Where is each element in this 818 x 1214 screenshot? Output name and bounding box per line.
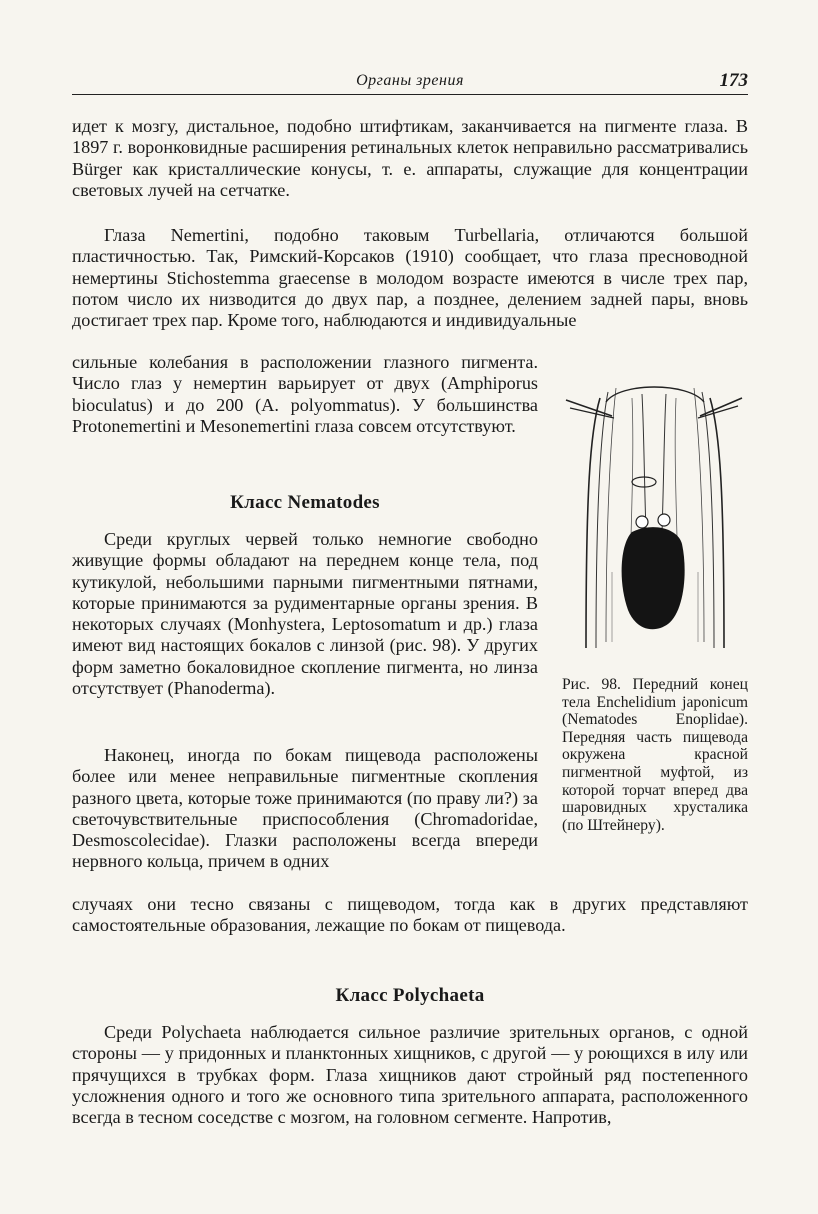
paragraph-5: Среди Polychaeta наблюдается сильное различие зрительных органов, с одной стороны — у придонных и планктонных хищников, с другой — у роющихся в илу или прячущихся в трубках форм. Глаза хищников дают стройный ряд постепенного усложнения одного и того же основного типа зрительного аппарата, расположенного всегда в тесном соседстве с мозгом, на головном сегменте. Напротив, (72, 1022, 748, 1128)
page-number: 173 (719, 70, 748, 91)
paragraph-2-full-width: Глаза Nemertini, подобно таковым Turbellaria, отличаются большой пластичностью. Так, Римский-Корсаков (1910) сообщает, что глаза пресноводной немертины Stichostemma graecense в молодом возрасте имеются в числе трех пар, потом число их низводится до двух пар, а позднее, делением задней пары, вновь достигает трех пар. Кроме того, наблюдаются и индивидуальные (72, 225, 748, 331)
paragraph-2-narrow: сильные колебания в расположении глазного пигмента. Число глаз у немертин варьирует от двух (Amphiporus bioculatus) и до 200 (A. polyommatus). У большинства Protonemertini и Mesonemertini глаза совсем отсутствуют. (72, 352, 538, 436)
paragraph-3: Среди круглых червей только немногие свободно живущие формы обладают на переднем конце тела, под кутикулой, небольшими парными пигментными пятнами, которые принимаются за рудиментарные органы зрения. В некоторых случаях (Monhystera, Leptosomatum и др.) глаза имеют вид настоящих бокалов с линзой (рис. 98). У других форм заметно бокаловидное скопление пигмента, но линза отсутствует (Phanoderma). (72, 529, 538, 699)
figure-98-illustration (560, 372, 748, 648)
paragraph-4-narrow: Наконец, иногда по бокам пищевода расположены более или менее неправильные пигментные скопления разного цвета, которые тоже принимаются (по праву ли?) за светочувствительные приспособления (Chromadoridae, Desmoscolecidae). Глазки расположены всегда впереди нервного кольца, причем в одних (72, 745, 538, 872)
running-title: Органы зрения (356, 72, 464, 89)
page-header (72, 70, 748, 95)
paragraph-4-full-width: случаях они тесно связаны с пищеводом, тогда как в других представляют самостоятельные образования, лежащие по бокам от пищевода. (72, 894, 748, 936)
paragraph-1: идет к мозгу, дистальное, подобно штифтикам, заканчивается на пигменте глаза. В 1897 г. воронковидные расширения ретинальных клеток неправильно рассматривались Bürger как кристаллические конусы, т. е. аппараты, служащие для концентрации световых лучей на сетчатке. (72, 116, 748, 200)
heading-polychaeta: Класс Polychaeta (335, 985, 485, 1006)
figure-98-caption: Рис. 98. Передний конец тела Enchelidium japonicum (Nematodes Enoplidae). Передняя часть пищевода окружена красной пигментной муфтой, из которой торчат вперед два шаровидных хрусталика (по Штейнеру). (562, 676, 748, 834)
heading-nematodes: Класс Nematodes (230, 492, 380, 513)
